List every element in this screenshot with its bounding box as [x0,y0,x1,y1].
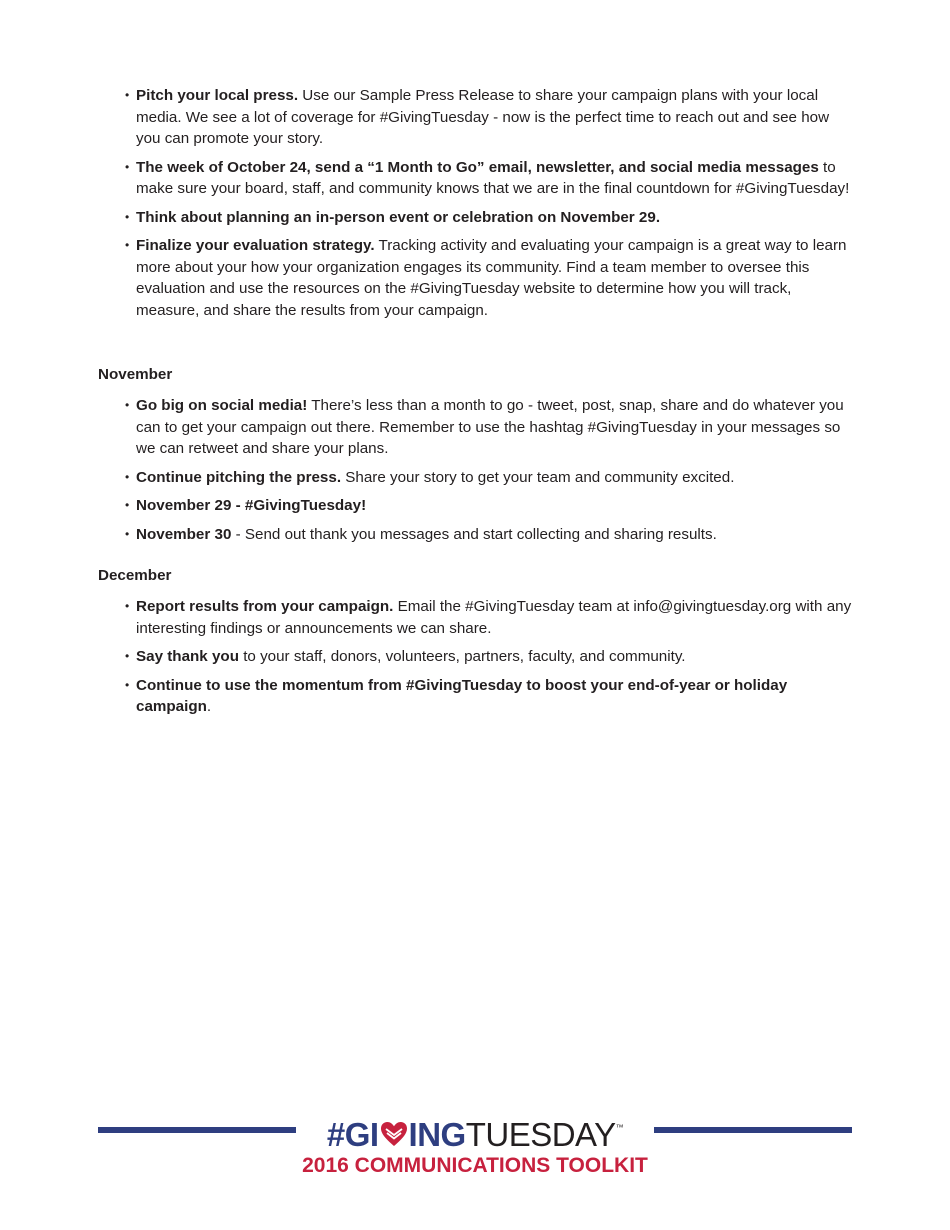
october-list [0,85,950,328]
item-lead: Finalize your evaluation strategy. [136,237,375,254]
list-item [0,235,950,321]
list-item [0,85,950,150]
november-list [0,395,950,552]
item-lead: Continue to use the momentum from #GivingTuesday to boost your end-of-year or holiday campaign [136,676,788,715]
list-item [0,675,950,718]
item-lead: Pitch your local press. [136,87,299,104]
list-item [0,207,950,229]
section-heading-december: December [98,567,172,584]
item-text: Tracking activity and evaluating your campaign is a great way to learn more about your how your organization engages its community. Find a team member to oversee this evaluation and use the resources on the #GivingTuesday website to determine how you will track, measure, and share the results from your campaign. [136,237,847,319]
item-text: to your staff, donors, volunteers, partners, faculty, and community. [238,648,686,665]
item-text: . [206,698,212,715]
list-item [0,596,950,639]
logo-text-suffix: TUESDAY [465,1116,616,1153]
item-lead: Report results from your campaign. [136,598,394,615]
item-text: - Send out thank you messages and start collecting and sharing results. [231,525,717,543]
item-lead: November 29 - #GivingTuesday! [136,497,367,514]
logo-text-middle: ING [408,1116,466,1153]
december-list [0,596,950,725]
item-lead: November 30 [136,525,232,543]
heart-icon [379,1120,409,1148]
item-lead: Go big on social media! [136,397,308,414]
item-text: Share your story to get your team and community excited. [341,468,735,486]
item-text: There’s less than a month to go - tweet, post, snap, share and do whatever you can to get your campaign out there. Remember to use the hashtag #GivingTuesday in your messages so we can retweet and share your plans. [136,397,844,457]
list-item [0,395,950,460]
trademark-symbol: ™ [615,1123,624,1132]
footer-rule-right [654,1127,852,1133]
list-item [0,646,950,668]
item-lead: Say thank you [136,648,239,665]
item-lead: The week of October 24, send a “1 Month to Go” email, newsletter, and social media messages [136,158,819,176]
item-text: Use our Sample Press Release to share your campaign plans with your local media. We see a lot of coverage for #GivingTuesday - now is the perfect time to reach out and see how you can promote your story. [136,87,830,147]
item-text: to make sure your board, staff, and community knows that we are in the final countdown for #GivingTuesday! [136,158,850,197]
list-item [0,157,950,200]
givingtuesday-logo [296,1108,654,1155]
item-lead: Think about planning an in-person event or celebration on November 29. [136,208,661,226]
list-item [0,524,950,546]
toolkit-title: 2016 COMMUNICATIONS TOOLKIT [302,1154,648,1177]
item-lead: Continue pitching the press. [136,468,342,486]
footer-rule-left [98,1127,296,1133]
list-item [0,467,950,489]
section-heading-november: November [98,366,173,383]
list-item [0,495,950,517]
item-text: Email the #GivingTuesday team at info@givingtuesday.org with any interesting findings or announcements we can share. [136,598,852,637]
logo-text-prefix: #GI [326,1116,379,1153]
